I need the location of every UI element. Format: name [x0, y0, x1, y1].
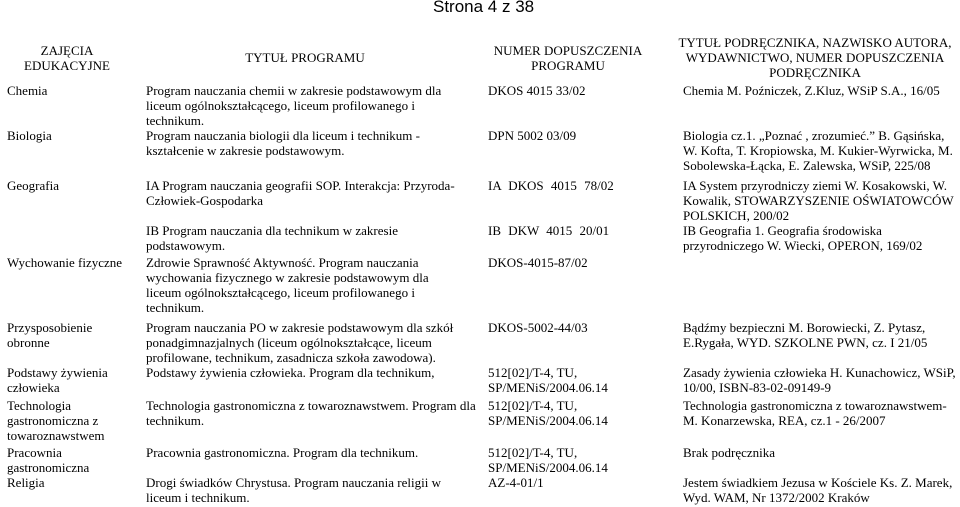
number-geografia-ia: IA DKOS 4015 78/02 [488, 178, 614, 193]
number-biologia: DPN 5002 03/09 [488, 128, 577, 143]
number-po: DKOS-5002-44/03 [488, 320, 588, 335]
number-religia: AZ-4-01/1 [488, 475, 544, 490]
program-wf: Zdrowie Sprawność Aktywność. Program nauczania wychowania fizycznego w zakresie podstawowym dla liceum ogólnokształcącego, liceum profilowanego i technikum. [146, 255, 429, 315]
program-chemia: Program nauczania chemii w zakresie podstawowym dla liceum ogólnokształcącego, liceum profilowanego i technikum. [146, 83, 442, 128]
number-pracownia: 512[02]/T-4, TU, SP/MENiS/2004.06.14 [488, 445, 608, 475]
number-technologia: 512[02]/T-4, TU, SP/MENiS/2004.06.14 [488, 398, 608, 428]
subject-chemia: Chemia [7, 83, 48, 98]
subject-technologia: Technologia gastronomiczna z towaroznawstwem [7, 398, 105, 443]
textbook-po: Bądźmy bezpieczni M. Borowiecki, Z. Pytasz, E.Rygała, WYD. SZKOLNE PWN, cz. I 21/05 [683, 320, 928, 350]
subject-wf: Wychowanie fizyczne [7, 255, 123, 270]
number-geografia-ib: IB DKW 4015 20/01 [488, 223, 610, 238]
subject-pracownia: Pracownia gastronomiczna [7, 445, 90, 475]
subject-zywienie: Podstawy żywienia człowieka [7, 365, 108, 395]
number-zywienie: 512[02]/T-4, TU, SP/MENiS/2004.06.14 [488, 365, 608, 395]
textbook-zywienie: Zasady żywienia człowieka H. Kunachowicz, WSiP, 10/00, ISBN-83-02-09149-9 [683, 365, 956, 395]
textbook-geografia-ia: IA System przyrodniczy ziemi W. Kosakowski, W. Kowalik, STOWARZYSZENIE OŚWIATOWCÓW POLSKICH, 200/02 [683, 178, 954, 223]
header-program-number: NUMER DOPUSZCZENIA PROGRAMU [493, 43, 643, 73]
header-textbook: TYTUŁ PODRĘCZNIKA, NAZWISKO AUTORA, WYDAWNICTWO, NUMER DOPUSZCZENIA PODRĘCZNIKA [678, 35, 952, 80]
textbook-biologia: Biologia cz.1. „Poznać , zrozumieć.” B. Gąsińska, W. Kofta, T. Kropiowska, M. Kukier-Wyrwicka, M. Sobolewska-Łącka, E. Zalewska, WSiP, 225/08 [683, 128, 953, 173]
subject-po: Przysposobienie obronne [7, 320, 93, 350]
program-zywienie: Podstawy żywienia człowieka. Program dla technikum, [146, 365, 435, 380]
header-program-title: TYTUŁ PROGRAMU [245, 50, 365, 65]
textbook-technologia: Technologia gastronomiczna z towaroznawstwem- M. Konarzewska, REA, cz.1 - 26/2007 [683, 398, 947, 428]
program-pracownia: Pracownia gastronomiczna. Program dla technikum. [146, 445, 419, 460]
textbook-pracownia: Brak podręcznika [683, 445, 776, 460]
textbook-chemia: Chemia M. Poźniczek, Z.Kluz, WSiP S.A., 16/05 [683, 83, 940, 98]
subject-biologia: Biologia [7, 128, 52, 143]
subject-religia: Religia [7, 475, 45, 490]
page-number: Strona 4 z 38 [433, 0, 535, 16]
program-religia: Drogi świadków Chrystusa. Program nauczania religii w liceum i technikum. [146, 475, 441, 505]
program-technologia: Technologia gastronomiczna z towaroznawstwem. Program dla technikum. [146, 398, 476, 428]
number-wf: DKOS-4015-87/02 [488, 255, 588, 270]
number-chemia: DKOS 4015 33/02 [488, 83, 586, 98]
textbook-religia: Jestem świadkiem Jezusa w Kościele Ks. Z. Marek, Wyd. WAM, Nr 1372/2002 Kraków [683, 475, 953, 505]
program-po: Program nauczania PO w zakresie podstawowym dla szkół ponadgimnazjalnych (liceum ogólnokształcące, liceum profilowane, technikum, zasadnicza szkoła zawodowa). [146, 320, 454, 365]
subject-geografia: Geografia [7, 178, 59, 193]
textbook-geografia-ib: IB Geografia 1. Geografia środowiska przyrodniczego W. Wiecki, OPERON, 169/02 [683, 223, 923, 253]
program-geografia-ia: IA Program nauczania geografii SOP. Interakcja: Przyroda-Człowiek-Gospodarka [146, 178, 455, 208]
program-biologia: Program nauczania biologii dla liceum i technikum - kształcenie w zakresie podstawowym. [146, 128, 421, 158]
program-geografia-ib: IB Program nauczania dla technikum w zakresie podstawowym. [146, 223, 398, 253]
header-subjects: ZAJĘCIA EDUKACYJNE [24, 43, 110, 73]
